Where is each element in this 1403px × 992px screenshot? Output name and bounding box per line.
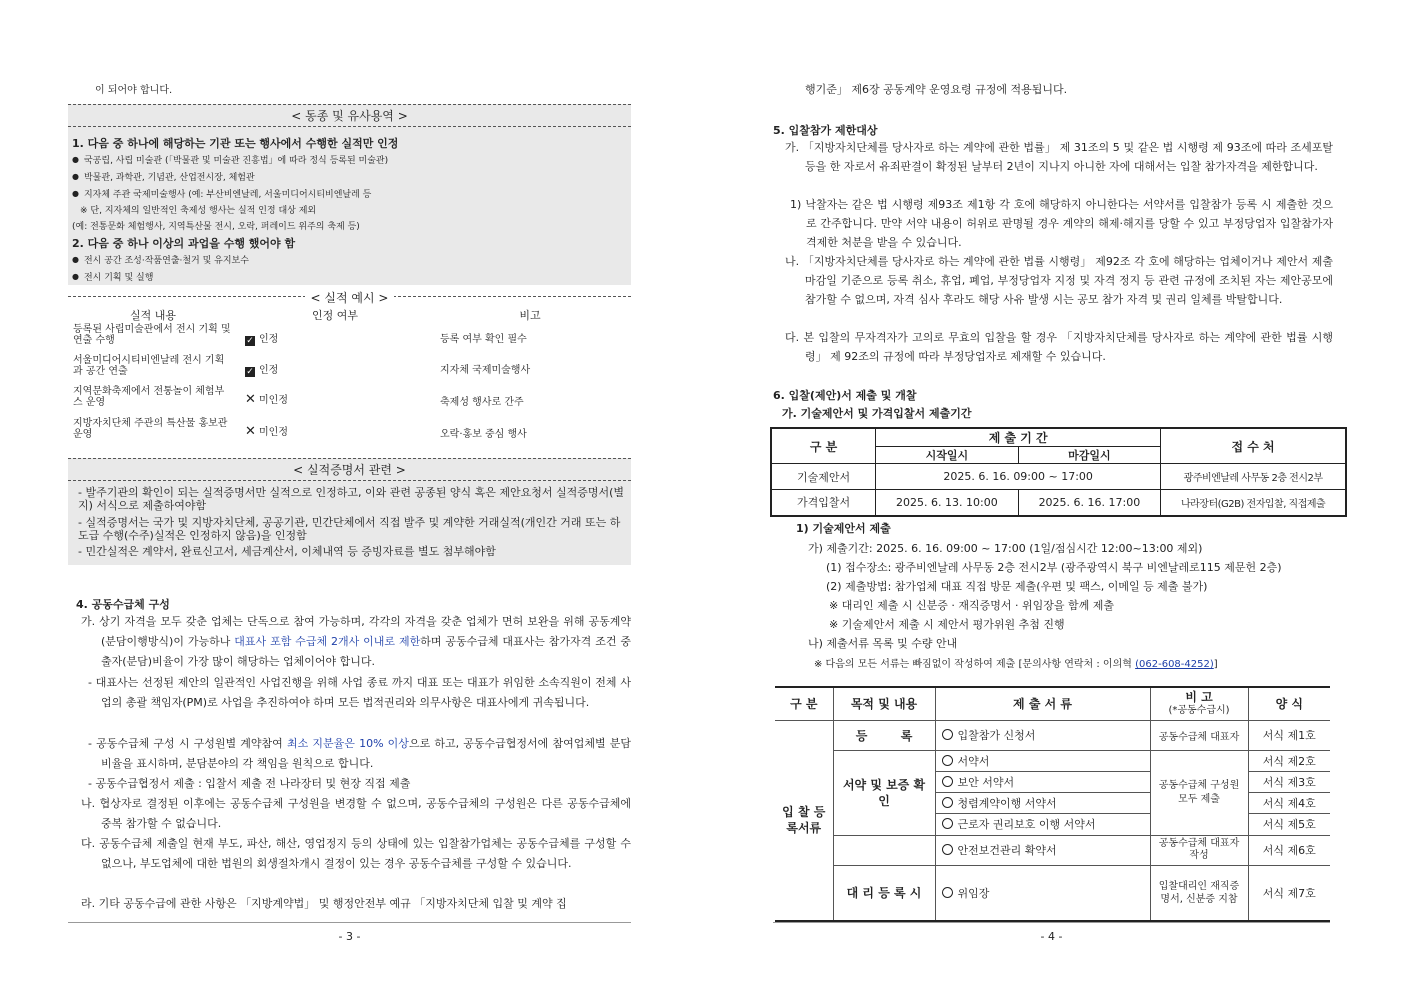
s6-1-b: 나) 제출서류 목록 및 수량 안내: [808, 637, 958, 650]
section-5-a: 가. 「지방자치단체를 당사자로 하는 계약에 관한 법률」 제 31조의 5 및 같은 법 시행령 제 93조에 따라 조세포탈 등을 한 자로서 유죄판결이 확정된 날부터 2년이 지나지 아니한 자에 대해서는 입찰 참가자격을 제한합니다.: [785, 141, 1333, 173]
example-header-note: 비고: [519, 309, 541, 322]
checkbox-checked-icon: ✓: [246, 336, 254, 346]
t2-doc-2: 서약서: [935, 750, 1150, 771]
t2-header-form: 양 식: [1248, 687, 1330, 720]
example-header-content: 실적 내용: [129, 309, 176, 322]
section-4-a: 가. 상기 자격을 모두 갖춘 업체는 단독으로 참여 가능하며, 각각의 자격을 갖춘 업체가 면허 보완을 위해 공동계약(분담이행방식)이 가능하나 대표사 포함 수급체 2개사 이내로 제한하며 공동수급체 대표사는 참가자격 조건 중 출자(분담)비율이 가장 많이 해당하는 업체이어야 합니다.: [81, 615, 631, 668]
t2-form-7: 서식 제7호: [1248, 865, 1330, 921]
t2-doc-7: 위임장: [935, 865, 1150, 921]
example-row-4-content: 지방자치단체 주관의 특산물 홍보관 운영: [73, 418, 228, 440]
t2-group-bid-docs: 입 찰 등록서류: [775, 720, 833, 921]
section-4-b: 나. 협상자로 결정된 이후에는 공동수급체 구성원을 변경할 수 없으며, 공동수급체의 구성원은 다른 공동수급체에 중복 참가할 수 없습니다.: [81, 797, 631, 830]
t1-row1-name: 기술제안서: [771, 464, 876, 490]
documents-table: [775, 686, 1330, 922]
t2-header-docs: 제 출 서 류: [935, 687, 1150, 720]
t2-doc-3: 보안 서약서: [935, 771, 1150, 792]
t2-note-4: 입찰대리인 재직증명서, 신분증 지참: [1150, 865, 1248, 921]
t1-header-start: 시작일시: [876, 447, 1019, 464]
section-6-a-title: 가. 기술제안서 및 가격입찰서 제출기간: [782, 407, 972, 420]
t1-header-gubun: 구 분: [771, 428, 876, 464]
section-4-d: 라. 기타 공동수급에 관한 사항은 「지방계약법」 및 행정안전부 예규 「지방자치단체 입찰 및 계약 집: [81, 897, 567, 910]
t1-header-place: 접 수 처: [1161, 428, 1346, 464]
cross-icon: ✕: [245, 424, 256, 439]
similar-services-box: [68, 104, 631, 285]
example-row-3-content: 지역문화축제에서 전통놀이 체험부스 운영: [73, 386, 225, 408]
t1-row1-place: 광주비엔날레 사무동 2층 전시2부: [1161, 464, 1346, 490]
circle-icon: [942, 844, 953, 855]
example-row-4-status: ✕ 미인정: [245, 424, 288, 439]
t2-doc-1: 입찰참가 신청서: [935, 720, 1150, 750]
t2-note-1: 공동수급체 대표자: [1150, 720, 1248, 750]
criteria-bullet-4: ● 전시 공간 조성·작품연출·철거 및 유지보수: [72, 253, 249, 266]
similar-services-title: < 동종 및 유사용역 >: [291, 109, 408, 123]
t2-note-3: 공동수급체 대표자 작성: [1150, 835, 1248, 865]
submission-period-table: [770, 427, 1347, 517]
t2-form-1: 서식 제1호: [1248, 720, 1330, 750]
s6-1-a-2: (2) 제출방법: 참가업체 대표 직접 방문 제출(우편 및 팩스, 이메일 등 제출 불가): [826, 580, 1208, 593]
t2-form-3: 서식 제3호: [1248, 771, 1330, 792]
example-row-2-status: ✓ 인정: [246, 365, 279, 377]
checkbox-checked-icon: ✓: [246, 367, 254, 377]
example-row-2-content: 서울미디어시티비엔날레 전시 기획과 공간 연출: [73, 355, 225, 377]
t1-header-end: 마감일시: [1018, 447, 1161, 464]
section-4-title: 4. 공동수급체 구성: [76, 598, 170, 611]
t2-purpose-pledge: 서약 및 보증 확 인: [833, 750, 935, 835]
circle-icon: [942, 887, 953, 898]
s6-1-a-1: (1) 접수장소: 광주비엔날레 사무동 2층 전시2부 (광주광역시 북구 비엔날레로115 제문헌 2층): [826, 561, 1282, 574]
example-row-4-note: 오락·홍보 중심 행사: [440, 429, 527, 440]
intro-text: 이 되어야 합니다.: [95, 85, 173, 96]
t2-form-4: 서식 제4호: [1248, 792, 1330, 813]
t2-header-purpose: 목적 및 내용: [833, 687, 935, 720]
s6-1-title: 1) 기술제안서 제출: [796, 522, 891, 535]
circle-icon: [942, 755, 953, 766]
t2-note-2: 공동수급체 구성원 모두 제출: [1150, 750, 1248, 835]
certificate-item-3: - 민간실적은 계약서, 완료신고서, 세금계산서, 이체내역 등 증빙자료를 별도 첨부해야함: [78, 545, 496, 558]
page-number-4: - 4 -: [1040, 930, 1063, 943]
t1-row1-period: 2025. 6. 16. 09:00 ~ 17:00: [876, 464, 1161, 490]
circle-icon: [942, 818, 953, 829]
example-title: < 실적 예시 >: [68, 289, 631, 306]
certificate-title: < 실적증명서 관련 >: [293, 463, 406, 477]
criteria-item-2: 2. 다음 중 하나 이상의 과업을 수행 했어야 함: [72, 237, 296, 250]
certificate-item-2: - 실적증명서는 국가 및 지방자치단체, 공공기관, 민간단체에서 직접 발주 및 계약한 거래실적(개인간 거래 또는 하도급 수행(수주)실적은 인정하지 않음)을 인정함: [78, 516, 621, 542]
criteria-example: (예: 전통문화 체험행사, 지역특산물 전시, 오락, 퍼레이드 위주의 축제 등): [72, 222, 360, 232]
section-4-dash-2: - 공동수급체 구성 시 구성원별 계약참여 최소 지분율은 10% 이상으로 하고, 공동수급협정서에 참여업체별 분담비율을 표시하며, 분담분야의 각 책임을 원칙으로 합니다.: [88, 737, 631, 770]
t1-row2-place: 나라장터(G2B) 전자입찰, 직접제출: [1161, 490, 1346, 516]
t2-form-5: 서식 제5호: [1248, 813, 1330, 835]
criteria-bullet-1: ● 국공립, 사립 미술관 (「박물관 및 미술관 진흥법」에 따라 정식 등록된 미술관): [72, 153, 388, 166]
page-number-3: - 3 -: [338, 930, 361, 943]
t2-purpose-register: 등 록: [833, 720, 935, 750]
s6-note-3: ※ 다음의 모든 서류는 빠짐없이 작성하여 제출 [문의사항 연락처 : 이의혁 (062-608-4252)]: [814, 659, 1218, 670]
section-5-title: 5. 입찰참가 제한대상: [773, 124, 878, 137]
example-row-1-content: 등록된 사립미술관에서 전시 기획 및 연출 수행: [73, 324, 231, 346]
section-5-c: 다. 본 입찰의 무자격자가 고의로 무효의 입찰을 할 경우 「지방자치단체를 당사자로 하는 계약에 관한 법률 시행령」 제 92조의 규정에 따라 부정당업자로 제재할 수 있습니다.: [785, 331, 1333, 363]
criteria-note: ※ 단, 지자체의 일반적인 축제성 행사는 실적 인정 대상 제외: [80, 206, 317, 216]
t2-form-2: 서식 제2호: [1248, 750, 1330, 771]
contact-phone-link[interactable]: (062-608-4252): [1135, 659, 1214, 670]
t2-doc-4: 청렴계약이행 서약서: [935, 792, 1150, 813]
t2-purpose-agent: 대 리 등 록 시: [833, 865, 935, 921]
example-row-3-note: 축제성 행사로 간주: [440, 397, 524, 408]
t2-header-gubun: 구 분: [775, 687, 833, 720]
example-header-status: 인정 여부: [311, 309, 358, 322]
t1-row2-end: 2025. 6. 16. 17:00: [1018, 490, 1161, 516]
section-5-a-1: 1) 낙찰자는 같은 법 시행령 제93조 제1항 각 호에 해당하지 아니한다는 서약서를 입찰참가 등록 시 제출한 것으로 간주합니다. 만약 서약 내용이 허위로 판명될 경우 계약의 해제·해지를 당할 수 있고 부정당업자 입찰참가자격제한 처분을 받을 수 있습니다.: [790, 198, 1333, 249]
s6-1-a: 가) 제출기간: 2025. 6. 16. 09:00 ~ 17:00 (1일/점심시간 12:00~13:00 제외): [808, 542, 1203, 555]
certificate-box: [68, 458, 631, 565]
certificate-item-1: - 발주기관의 확인이 되는 실적증명서만 실적으로 인정하고, 이와 관련 공종된 양식 혹은 제안요청서 실적증명서(별지) 서식으로 제출하여야함: [78, 486, 625, 512]
criteria-bullet-3: ● 지자체 주관 국제미술행사 (예: 부산비엔날레, 서울미디어시티비엔날레 등: [72, 187, 371, 200]
t2-doc-6: 안전보건관리 확약서: [935, 835, 1150, 865]
s6-note-1: ※ 대리인 제출 시 신분증 · 재직증명서 · 위임장을 함께 제출: [829, 599, 1114, 612]
t2-form-6: 서식 제6호: [1248, 835, 1330, 865]
example-row-3-status: ✕ 미인정: [245, 392, 288, 407]
criteria-item-1: 1. 다음 중 하나에 해당하는 기관 또는 행사에서 수행한 실적만 인정: [72, 137, 399, 150]
cross-icon: ✕: [245, 392, 256, 407]
continued-text: 행기준」 제6장 공동계약 운영요령 규정에 적용됩니다.: [805, 83, 1068, 96]
criteria-bullet-5: ● 전시 기획 및 실행: [72, 270, 153, 283]
t1-header-period: 제 출 기 간: [876, 428, 1161, 447]
section-4-dash-3: - 공동수급협정서 제출 : 입찰서 제출 전 나라장터 및 현장 직접 제출: [88, 777, 411, 790]
section-6-title: 6. 입찰(제안)서 제출 및 개찰: [773, 389, 917, 402]
t2-doc-5: 근로자 권리보호 이행 서약서: [935, 813, 1150, 835]
circle-icon: [942, 776, 953, 787]
s6-note-2: ※ 기술제안서 제출 시 제안서 평가위원 추첨 진행: [829, 618, 1065, 631]
example-row-1-status: ✓ 인정: [246, 334, 279, 346]
t2-header-note: 비 고 (*공동수급시): [1150, 687, 1248, 720]
t1-row2-name: 가격입찰서: [771, 490, 876, 516]
t2-purpose-blank: [833, 835, 935, 865]
t1-row2-start: 2025. 6. 13. 10:00: [876, 490, 1019, 516]
section-4-c: 다. 공동수급체 제출일 현재 부도, 파산, 해산, 영업정지 등의 상태에 있는 입찰참가업체는 공동수급체를 구성할 수 없으나, 부도업체에 대한 법원의 회생절차개시 결정이 있는 경우 공동수급체를 구성할 수 있습니다.: [81, 837, 631, 870]
example-row-1-note: 등록 여부 확인 필수: [440, 334, 527, 345]
section-5-b: 나. 「지방자치단체를 당사자로 하는 계약에 관한 법률 시행령」 제92조 각 호에 해당하는 업체이거나 제안서 제출 마감일 기준으로 등록 취소, 휴업, 폐업, 부정당업자 지정 및 자격 정지 등 관련 규정에 조치된 자는 제안공모에 참가할 수 없으며, 자격 심사 후라도 해당 사유 발생 시는 공모 참가 자격 및 권리 일체를 박탈합니다.: [785, 255, 1333, 306]
criteria-bullet-2: ● 박물관, 과학관, 기념관, 산업전시장, 체험관: [72, 170, 255, 183]
example-row-2-note: 지자체 국제미술행사: [440, 365, 531, 376]
circle-icon: [942, 729, 953, 740]
section-4-dash-1: - 대표사는 선정된 제안의 일관적인 사업진행을 위해 사업 종료 까지 대표 또는 대표가 위임한 소속직원이 전체 사업의 총괄 책임자(PM)로 사업을 추진하여야 하며 모든 법적권리와 의무사항은 대표사에게 귀속됩니다.: [88, 676, 631, 709]
circle-icon: [942, 797, 953, 808]
